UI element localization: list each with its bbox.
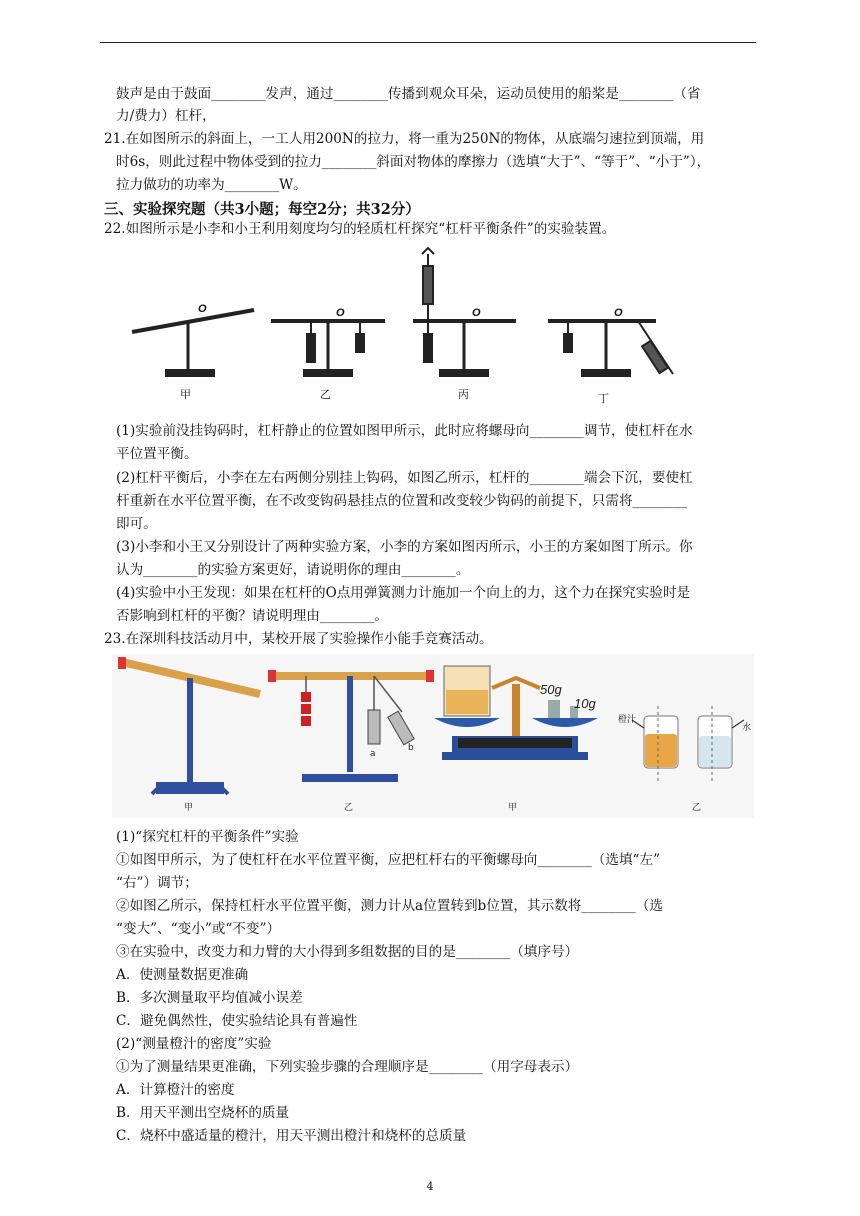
option-a: A．使测量数据更准确 bbox=[116, 967, 249, 983]
text-line: (2)“测量橙汁的密度”实验 bbox=[116, 1036, 272, 1052]
mass-label: 50g bbox=[540, 682, 562, 697]
text-line: (2)杠杆平衡后，小李在左右两侧分别挂上钩码，如图乙所示，杠杆的________端会下沉，要使杠 bbox=[116, 470, 693, 486]
figure-caption: 甲 bbox=[184, 803, 194, 813]
text-line: ①如图甲所示，为了使杠杆在水平位置平衡，应把杠杆右的平衡螺母向________（选填“左” bbox=[116, 852, 661, 868]
page-number: 4 bbox=[426, 1180, 434, 1193]
question-22: 22.如图所示是小李和小王利用刻度均匀的轻质杠杆探究“杠杆平衡条件”的实验装置。 bbox=[104, 221, 616, 237]
water-label: 水 bbox=[742, 723, 752, 733]
text-line: (4)实验中小王发现：如果在杠杆的O点用弹簧测力计施加一个向上的力，这个力在探究实验时是 bbox=[116, 585, 691, 601]
pivot-label: O bbox=[614, 307, 623, 319]
header-rule bbox=[100, 42, 756, 43]
lever-figure-1 bbox=[128, 246, 704, 406]
pivot-label: O bbox=[336, 307, 345, 319]
text-line: (3)小李和小王又分别设计了两种实验方案，小李的方案如图丙所示，小王的方案如图丁所示。你 bbox=[116, 539, 693, 555]
figure-caption: 乙 bbox=[692, 803, 702, 813]
step-b: B．用天平测出空烧杯的质量 bbox=[116, 1105, 290, 1121]
point-b-label: b bbox=[408, 743, 414, 753]
pivot-label: O bbox=[198, 303, 207, 315]
text-line: 即可。 bbox=[116, 516, 157, 532]
text-line: ③在实验中，改变力和力臂的大小得到多组数据的目的是________（填序号） bbox=[116, 944, 579, 960]
step-a: A．计算橙汁的密度 bbox=[116, 1082, 235, 1098]
question-23: 23.在深圳科技活动月中，某校开展了实验操作小能手竞赛活动。 bbox=[104, 631, 493, 647]
figure-caption: 丁 bbox=[598, 392, 609, 405]
text-line: 平位置平衡。 bbox=[116, 446, 198, 462]
text-line: “变大”、“变小”或“不变”） bbox=[116, 921, 281, 937]
text-line: ②如图乙所示，保持杠杆水平位置平衡，测力计从a位置转到b位置，其示数将________（选 bbox=[116, 898, 663, 914]
experiment-figure-2 bbox=[112, 654, 754, 818]
text-line: “右”）调节； bbox=[116, 875, 198, 891]
text-line: 力/费力）杠杆， bbox=[116, 108, 216, 124]
figure-caption: 乙 bbox=[320, 388, 331, 401]
mass-label: 10g bbox=[574, 696, 596, 711]
point-a-label: a bbox=[370, 749, 376, 759]
step-c: C．烧杯中盛适量的橙汁，用天平测出橙汁和烧杯的总质量 bbox=[116, 1128, 467, 1144]
text-line: 杆重新在水平位置平衡，在不改变钩码悬挂点的位置和改变较少钩码的前提下，只需将________ bbox=[116, 493, 687, 509]
text-line: 认为________的实验方案更好，请说明你的理由________。 bbox=[116, 562, 470, 578]
text-line: 否影响到杠杆的平衡？请说明理由________。 bbox=[116, 608, 388, 624]
text-line: 时6s，则此过程中物体受到的拉力________斜面对物体的摩擦力（选填“大于”、“等于”、“小于”）， bbox=[116, 154, 711, 170]
text-line: 拉力做功的功率为________W。 bbox=[116, 177, 307, 193]
question-21: 21.在如图所示的斜面上，一工人用200N的拉力，将一重为250N的物体，从底端匀速拉到顶端，用 bbox=[104, 131, 705, 147]
section-heading: 三、实验探究题（共3小题；每空2分；共32分） bbox=[104, 201, 420, 218]
text-line: (1)“探究杠杆的平衡条件”实验 bbox=[116, 829, 299, 845]
text-line: ①为了测量结果更准确，下列实验步骤的合理顺序是________（用字母表示） bbox=[116, 1059, 579, 1075]
figure-caption: 甲 bbox=[180, 388, 191, 401]
text-line: 鼓声是由于鼓面________发声，通过________传播到观众耳朵，运动员使用的船桨是________（省 bbox=[116, 86, 701, 102]
figure-caption: 乙 bbox=[344, 803, 354, 813]
juice-label: 橙汁 bbox=[618, 715, 637, 725]
figure-caption: 甲 bbox=[508, 803, 518, 813]
option-c: C．避免偶然性，使实验结论具有普遍性 bbox=[116, 1013, 358, 1029]
option-b: B．多次测量取平均值减小误差 bbox=[116, 990, 303, 1006]
text-line: (1)实验前没挂钩码时，杠杆静止的位置如图甲所示，此时应将螺母向________调节，使杠杆在水 bbox=[116, 423, 693, 439]
figure-caption: 丙 bbox=[458, 388, 469, 401]
pivot-label: O bbox=[472, 307, 481, 319]
